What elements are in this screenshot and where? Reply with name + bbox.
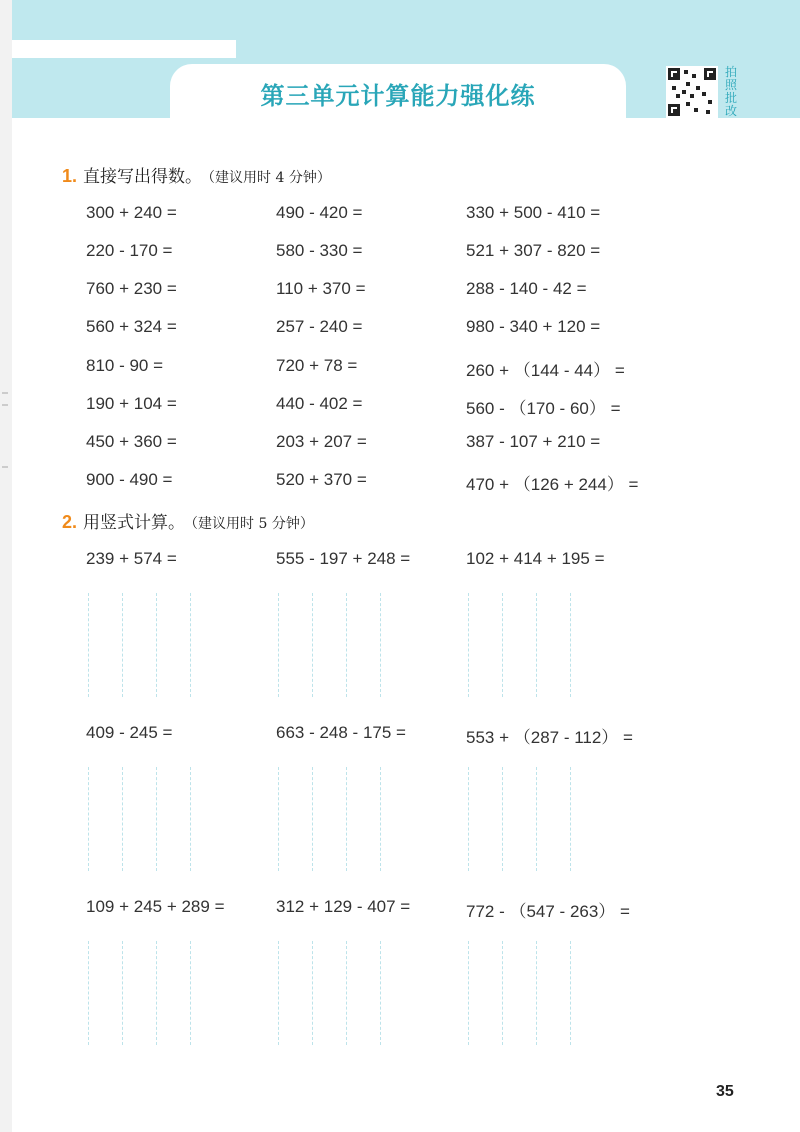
guide-line	[468, 767, 469, 871]
problem: 220 - 170 =	[86, 241, 173, 260]
problem: 260 + （144 - 44） =	[466, 361, 625, 380]
section-1-number: 1.	[62, 166, 78, 186]
problem: 110 + 370 =	[276, 279, 366, 298]
page-title: 第三单元计算能力强化练	[260, 82, 536, 110]
problem: 772 - （547 - 263） =	[466, 902, 630, 921]
guide-line	[536, 593, 537, 697]
guide-line	[570, 767, 571, 871]
problem: 520 + 370 =	[276, 470, 367, 489]
problem: 553 + （287 - 112） =	[466, 728, 633, 747]
guide-line	[346, 593, 347, 697]
guide-line	[278, 767, 279, 871]
problem: 330 + 500 - 410 =	[466, 203, 601, 222]
problem: 490 - 420 =	[276, 203, 363, 222]
problem: 810 - 90 =	[86, 356, 164, 375]
problem: 190 + 104 =	[86, 394, 177, 413]
problem: 560 - （170 - 60） =	[466, 399, 621, 418]
section-2-label: 用竖式计算。	[83, 513, 186, 533]
guide-line	[190, 593, 191, 697]
guide-line	[570, 941, 571, 1045]
problem: 257 - 240 =	[276, 317, 363, 336]
guide-line	[312, 767, 313, 871]
guide-line	[278, 593, 279, 697]
guide-line	[278, 941, 279, 1045]
problem: 450 + 360 =	[86, 432, 177, 451]
guide-line	[536, 941, 537, 1045]
problem: 521 + 307 - 820 =	[466, 241, 601, 260]
problem: 387 - 107 + 210 =	[466, 432, 601, 451]
guide-line	[380, 767, 381, 871]
guide-line	[312, 593, 313, 697]
guide-line	[156, 941, 157, 1045]
guide-line	[312, 941, 313, 1045]
problem: 720 + 78 =	[276, 356, 358, 375]
guide-line	[346, 941, 347, 1045]
guide-line	[468, 593, 469, 697]
section-1-heading	[62, 162, 331, 187]
guide-line	[536, 767, 537, 871]
guide-line	[88, 593, 89, 697]
problem: 102 + 414 + 195 =	[466, 549, 605, 568]
problem: 555 - 197 + 248 =	[276, 549, 411, 568]
problem: 663 - 248 - 175 =	[276, 723, 406, 742]
edge-mark	[2, 392, 8, 394]
problem: 203 + 207 =	[276, 432, 367, 451]
edge-mark	[2, 466, 8, 468]
problem: 560 + 324 =	[86, 317, 177, 336]
guide-line	[570, 593, 571, 697]
guide-line	[156, 593, 157, 697]
problem: 288 - 140 - 42 =	[466, 279, 587, 298]
section-2-hint: （建议用时 5 分钟）	[191, 516, 314, 532]
guide-line	[380, 941, 381, 1045]
guide-line	[88, 767, 89, 871]
guide-line	[190, 767, 191, 871]
edge-mark	[2, 404, 8, 406]
problem: 580 - 330 =	[276, 241, 363, 260]
problem: 109 + 245 + 289 =	[86, 897, 225, 916]
guide-line	[502, 941, 503, 1045]
problem: 409 - 245 =	[86, 723, 173, 742]
section-1-label: 直接写出得数。	[83, 167, 203, 187]
page-binding-edge	[0, 0, 12, 1132]
guide-line	[502, 767, 503, 871]
problem: 470 + （126 + 244） =	[466, 475, 639, 494]
guide-line	[468, 941, 469, 1045]
problem: 900 - 490 =	[86, 470, 173, 489]
problem: 760 + 230 =	[86, 279, 177, 298]
problem: 312 + 129 - 407 =	[276, 897, 411, 916]
section-1-hint: （建议用时 4 分钟）	[208, 170, 331, 186]
qr-code-icon[interactable]	[666, 66, 718, 118]
problem: 239 + 574 =	[86, 549, 177, 568]
guide-line	[346, 767, 347, 871]
guide-line	[502, 593, 503, 697]
page-number: 35	[716, 1083, 734, 1100]
section-2-number: 2.	[62, 512, 78, 532]
guide-line	[190, 941, 191, 1045]
guide-line	[122, 593, 123, 697]
guide-line	[88, 941, 89, 1045]
problem: 440 - 402 =	[276, 394, 363, 413]
guide-line	[122, 941, 123, 1045]
problem: 980 - 340 + 120 =	[466, 317, 601, 336]
guide-line	[122, 767, 123, 871]
guide-line	[380, 593, 381, 697]
header-stripe	[12, 40, 236, 58]
qr-label: 拍照批改	[724, 65, 737, 118]
section-2-heading	[62, 508, 314, 533]
guide-line	[156, 767, 157, 871]
problem: 300 + 240 =	[86, 203, 177, 222]
